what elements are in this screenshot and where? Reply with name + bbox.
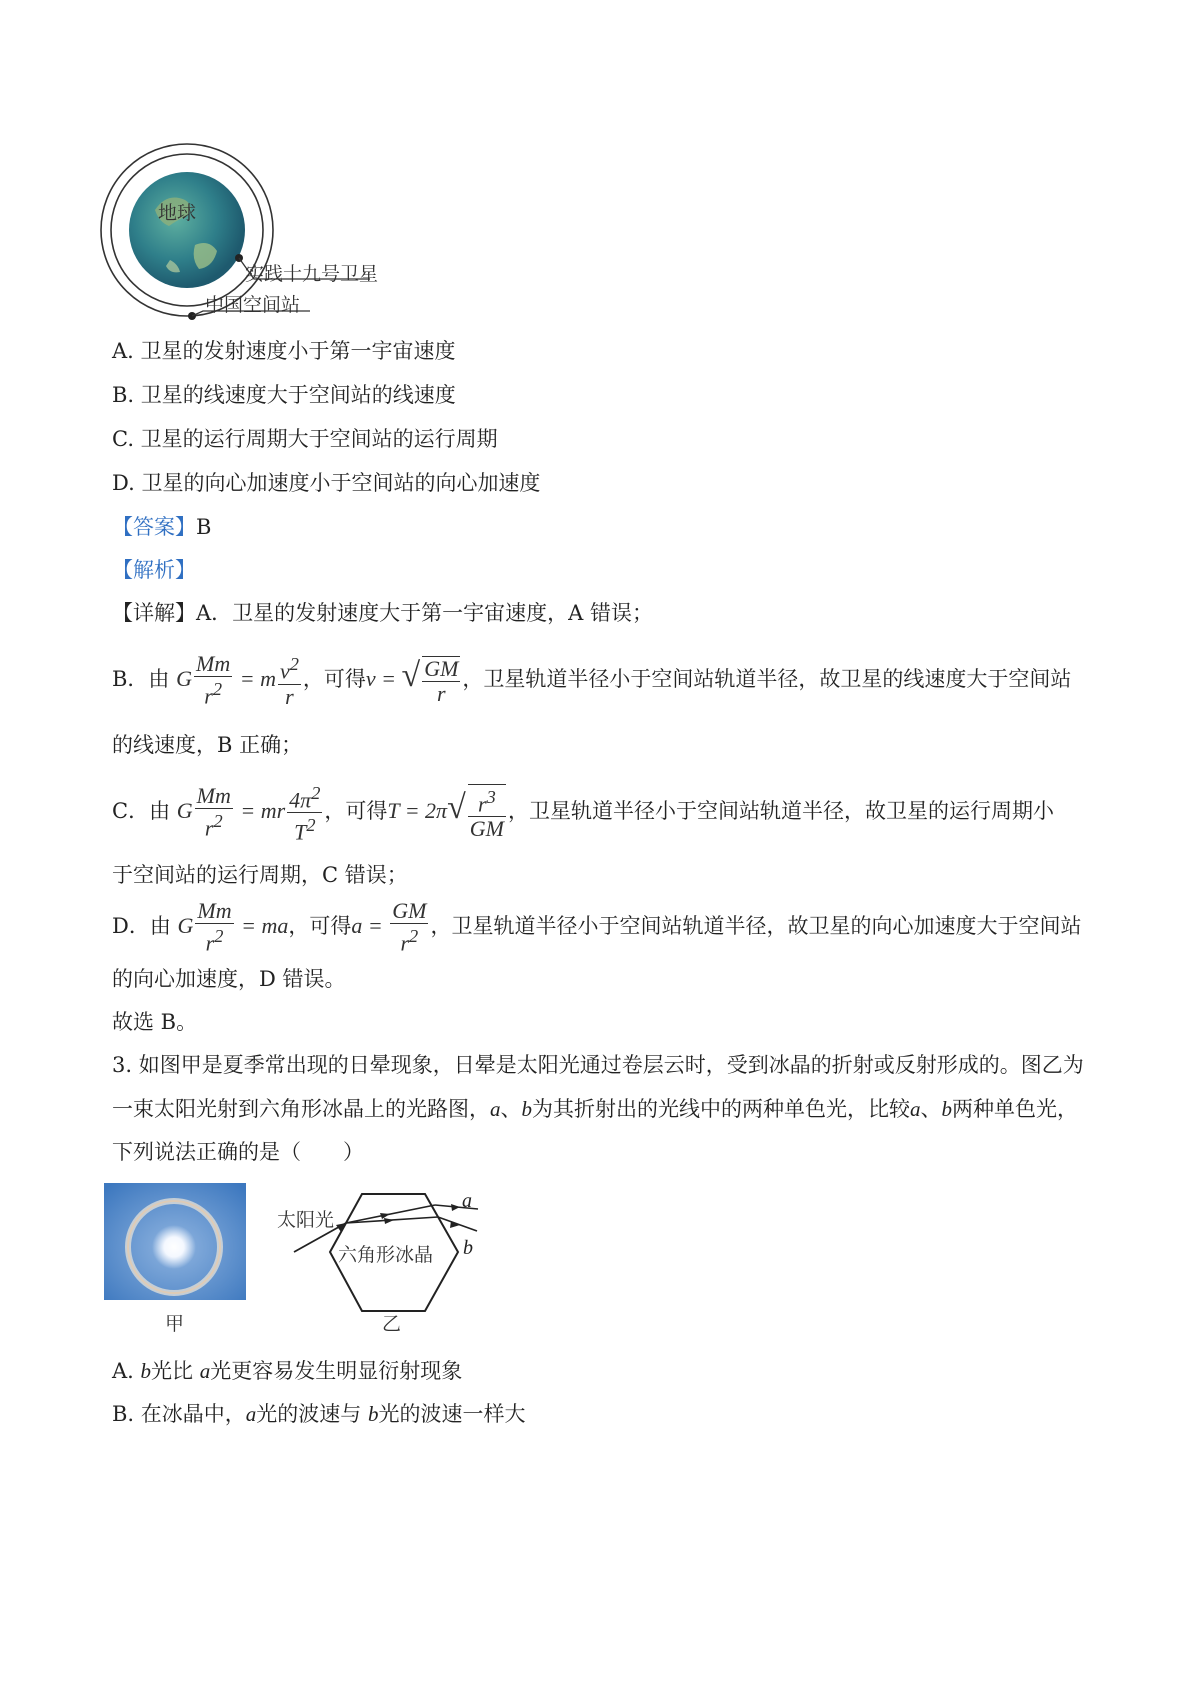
- q2-option-c: C. 卫星的运行周期大于空间站的运行周期: [112, 427, 498, 451]
- q3-line-1: 3. 如图甲是夏季常出现的日晕现象，日晕是太阳光通过卷层云时，受到冰晶的折射或反射形成的。图乙为: [112, 1053, 1084, 1077]
- analysis-label: 【解析】: [112, 558, 196, 582]
- earth: [129, 172, 245, 288]
- crystal-label: 六角形冰晶: [338, 1244, 434, 1266]
- detail-c-text: ，卫星轨道半径小于空间站轨道半径，故卫星的运行周期小: [507, 799, 1054, 823]
- satellite-label: 实践十九号卫星: [245, 263, 379, 285]
- detail-b-mid: ，可得: [302, 667, 366, 691]
- q3-line-3: 下列说法正确的是（ ）: [112, 1140, 364, 1164]
- detail-c: C．由 G $\frac{Mm}{r^2}$ = mr $\frac{4\pi^2}{T^2}$ ，可得T = 2π√ $\frac{r^3}{GM}$ ，卫星轨道半径小于空间站轨道半径，故卫星的运行周期小: [112, 782, 1054, 845]
- q3-option-b: B. 在冰晶中，a光的波速与 b光的波速一样大: [112, 1402, 526, 1426]
- q2-option-a: A. 卫星的发射速度小于第一宇宙速度: [112, 339, 456, 363]
- detail-d-prefix: D．由: [112, 914, 171, 938]
- detail-d-cont: 的向心加速度，D 错误。: [112, 967, 346, 991]
- q3-line-2: 一束太阳光射到六角形冰晶上的光路图，a、b为其折射出的光线中的两种单色光，比较a、b两种单色光，: [112, 1097, 1078, 1121]
- detail-label: 【详解】: [112, 601, 196, 625]
- q2-option-d: D. 卫星的向心加速度小于空间站的向心加速度: [112, 471, 541, 495]
- detail-d-mid: ，可得: [288, 914, 352, 938]
- detail-b-prefix: B．由: [112, 667, 170, 691]
- ray-b-label: b: [463, 1237, 473, 1259]
- detail-d: D．由 G $\frac{Mm}{r^2}$ = ma，可得a = $\frac{GM}{r^2}$ ，卫星轨道半径小于空间站轨道半径，故卫星的向心加速度大于空间站: [112, 898, 1082, 956]
- detail-b-cont: 的线速度，B 正确；: [112, 733, 303, 757]
- earth-label: 地球: [158, 202, 197, 224]
- detail-d-text: ，卫星轨道半径小于空间站轨道半径，故卫星的向心加速度大于空间站: [430, 914, 1082, 938]
- detail-c-cont: 于空间站的运行周期，C 错误；: [112, 863, 408, 887]
- q2-option-b: B. 卫星的线速度大于空间站的线速度: [112, 383, 456, 407]
- detail-a: [112, 598, 653, 628]
- answer-value: B: [196, 515, 212, 539]
- sunlight-label: 太阳光: [277, 1209, 335, 1231]
- detail-c-mid: ，可得: [324, 799, 388, 823]
- detail-b: B．由 G $\frac{Mm}{r^2}$ = m $\frac{v^2}{r}$ ，可得v = √ $\frac{GM}{r}$ ，卫星轨道半径小于空间站轨道半径，故卫星的线速度大于空间站: [112, 651, 1072, 709]
- station-label: 中国空间站: [205, 294, 301, 316]
- answer-line: [112, 512, 211, 542]
- detail-conclusion: 故选 B。: [112, 1010, 198, 1034]
- detail-b-text: ，卫星轨道半径小于空间站轨道半径，故卫星的线速度大于空间站: [462, 667, 1072, 691]
- detail-a-text: A．卫星的发射速度大于第一宇宙速度，A 错误；: [196, 601, 654, 625]
- answer-label: 【答案】: [112, 515, 196, 539]
- detail-c-prefix: C．由: [112, 799, 171, 823]
- orbit-figure: [100, 140, 420, 350]
- caption-left: 甲: [165, 1313, 185, 1335]
- halo-photo: [104, 1183, 246, 1300]
- q3-option-a: A. b光比 a光更容易发生明显衍射现象: [112, 1359, 463, 1383]
- caption-right: 乙: [382, 1313, 402, 1335]
- ray-a-label: a: [462, 1190, 472, 1212]
